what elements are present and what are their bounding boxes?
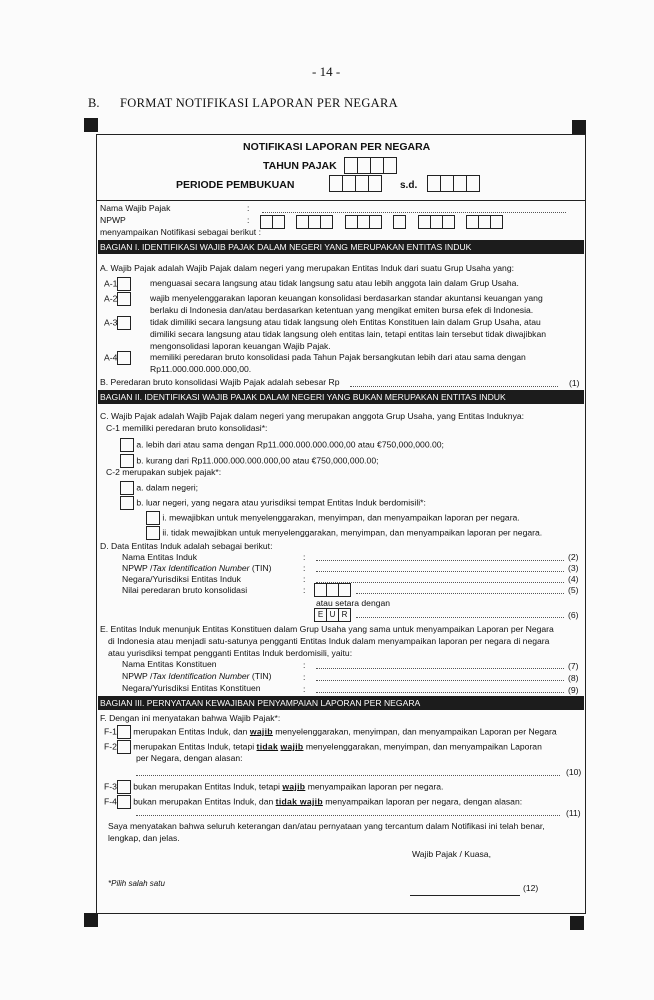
page-number: - 14 - bbox=[312, 64, 341, 79]
colon: : bbox=[303, 672, 306, 682]
tin-entitas-induk-field[interactable] bbox=[316, 571, 564, 572]
label-part: NPWP / bbox=[122, 671, 153, 681]
negara-entitas-induk-field[interactable] bbox=[316, 582, 564, 583]
checkbox[interactable] bbox=[120, 454, 134, 468]
item-text: tidak dimiliki secara langsung atau tidak langsung oleh Entitas Konstituen lain dalam Grup Usaha, atau bbox=[150, 317, 541, 327]
item-text: Rp11.000.000.000.000,00. bbox=[150, 364, 252, 374]
item-text: menyampaikan laporan per negara. bbox=[305, 781, 444, 792]
emphasis: wajib bbox=[249, 726, 273, 737]
item-text: berlaku di Indonesia dan/atau berdasarkan ketentuan yang mengikat emiten bursa efek di Indonesia. bbox=[150, 305, 534, 315]
checkbox-f2[interactable] bbox=[117, 740, 131, 754]
emphasis: wajib bbox=[280, 741, 304, 752]
item-text: menguasai secara langsung atau tidak langsung satu atau lebih anggota lain dalam Grup Usaha. bbox=[150, 278, 519, 288]
option-text: b. kurang dari Rp11.000.000.000.000,00 atau €750,000,000.00; bbox=[136, 455, 379, 466]
nilai-peredaran-field[interactable] bbox=[356, 593, 564, 594]
checkbox[interactable] bbox=[120, 496, 134, 510]
item-text: wajib menyelenggarakan laporan keuangan konsolidasi berdasarkan standar akuntansi keuangan yang bbox=[150, 293, 543, 303]
field-number: (2) bbox=[568, 552, 579, 562]
registration-mark bbox=[570, 916, 584, 930]
checkbox-a4[interactable] bbox=[117, 351, 131, 365]
item-text: bukan merupakan Entitas Induk, dan bbox=[133, 796, 276, 807]
periode-end-input[interactable] bbox=[428, 175, 480, 192]
option-c2bi[interactable] bbox=[146, 511, 520, 525]
registration-mark bbox=[84, 913, 98, 927]
field-label bbox=[122, 671, 272, 681]
e-text: di Indonesia atau menjadi satu-satunya pengganti Entitas Induk dalam menyampaikan laporan per negara di negara bbox=[108, 636, 550, 646]
checkbox[interactable] bbox=[146, 526, 160, 540]
option-c2bii[interactable] bbox=[146, 526, 542, 540]
label-part: Tax Identification Number bbox=[152, 671, 250, 681]
colon: : bbox=[247, 203, 250, 213]
field-number: (5) bbox=[568, 585, 579, 595]
field-numbers bbox=[568, 552, 579, 596]
d-intro: D. Data Entitas Induk adalah sebagai berikut: bbox=[100, 541, 273, 551]
item-text: bukan merupakan Entitas Induk, tetapi bbox=[133, 781, 283, 792]
tahun-pajak-input[interactable] bbox=[345, 157, 397, 174]
bagian-3-header: BAGIAN III. PERNYATAAN KEWAJIBAN PENYAMPAIAN LAPORAN PER NEGARA bbox=[98, 696, 584, 710]
item-f1 bbox=[104, 725, 557, 739]
option-text: ii. tidak mewajibkan untuk menyelenggarakan, menyimpan, dan menyampaikan laporan per negara. bbox=[162, 527, 543, 538]
colon: : bbox=[247, 215, 250, 225]
item-a1 bbox=[104, 277, 131, 291]
field-label: Nilai peredaran bruto konsolidasi bbox=[122, 585, 248, 595]
colon: : bbox=[303, 552, 306, 562]
atau-setara-label: atau setara dengan bbox=[316, 598, 391, 608]
c-intro: C. Wajib Pajak adalah Wajib Pajak dalam negeri yang merupakan anggota Grup Usaha, yang Entitas Induknya: bbox=[100, 411, 525, 421]
currency-letter: U bbox=[326, 608, 339, 622]
sd-label: s.d. bbox=[400, 180, 418, 191]
menyampaikan-text: menyampaikan Notifikasi sebagai berikut : bbox=[100, 227, 261, 237]
colons bbox=[303, 552, 305, 596]
npwp-input[interactable] bbox=[261, 215, 503, 229]
npwp-label: NPWP bbox=[100, 215, 126, 225]
field-number: (11) bbox=[566, 808, 581, 818]
item-text: merupakan Entitas Induk, tetapi bbox=[133, 741, 257, 752]
c2-label: C-2 merupakan subjek pajak*: bbox=[106, 467, 222, 477]
item-text: per Negara, dengan alasan: bbox=[136, 753, 243, 763]
item-code: F-4 bbox=[104, 796, 117, 807]
checkbox[interactable] bbox=[146, 511, 160, 525]
field-number: (12) bbox=[523, 883, 539, 893]
checkbox-a3[interactable] bbox=[117, 316, 131, 330]
alasan-f4-field[interactable] bbox=[136, 815, 560, 816]
currency-letter: R bbox=[338, 608, 351, 622]
f-intro: F. Dengan ini menyatakan bahwa Wajib Pajak*: bbox=[100, 713, 281, 723]
bagian-2-header: BAGIAN II. IDENTIFIKASI WAJIB PAJAK DALAM NEGERI YANG BUKAN MERUPAKAN ENTITAS INDUK bbox=[98, 390, 584, 404]
field-number: (4) bbox=[568, 574, 579, 584]
item-text: merupakan Entitas Induk, dan bbox=[133, 726, 250, 737]
field-label bbox=[122, 563, 272, 573]
checkbox[interactable] bbox=[120, 438, 134, 452]
checkbox-f4[interactable] bbox=[117, 795, 131, 809]
field-number: (9) bbox=[568, 685, 579, 695]
item-code: F-3 bbox=[104, 781, 117, 792]
e-text: atau yurisdiksi tempat pengganti Entitas Induk berdomisili, yaitu: bbox=[108, 648, 353, 658]
checkbox-a2[interactable] bbox=[117, 292, 131, 306]
item-text: mengonsolidasi laporan keuangan Wajib Pajak. bbox=[150, 341, 331, 351]
item-a3 bbox=[104, 316, 131, 330]
label-part: (TIN) bbox=[249, 671, 272, 681]
alasan-f2-field[interactable] bbox=[136, 775, 560, 776]
a-intro: A. Wajib Pajak adalah Wajib Pajak dalam negeri yang merupakan Entitas Induk dari suatu Grup Usaha yang: bbox=[100, 263, 515, 273]
option-c1b[interactable] bbox=[120, 454, 379, 468]
registration-mark bbox=[572, 120, 586, 134]
item-code: A-2 bbox=[104, 293, 118, 304]
tin-entitas-konstituen-field[interactable] bbox=[316, 680, 564, 681]
peredaran-bruto-field[interactable] bbox=[350, 386, 558, 387]
currency-letter: E bbox=[314, 608, 327, 622]
e-text: E. Entitas Induk menunjuk Entitas Konstituen dalam Grup Usaha yang sama untuk menyampaikan Laporan per Negara bbox=[100, 624, 554, 634]
field-label: Nama Entitas Induk bbox=[122, 552, 197, 562]
checkbox-f3[interactable] bbox=[117, 780, 131, 794]
colon: : bbox=[303, 563, 306, 573]
negara-entitas-konstituen-field[interactable] bbox=[316, 692, 564, 693]
item-f2 bbox=[104, 740, 542, 754]
option-text: a. dalam negeri; bbox=[136, 482, 199, 493]
item-text: menyelenggarakan, menyimpan, dan menyampaikan Laporan bbox=[303, 741, 542, 752]
nilai-eur-field[interactable] bbox=[356, 617, 564, 618]
section-letter: B. bbox=[88, 96, 100, 110]
field-numbers bbox=[568, 660, 579, 696]
tahun-pajak-label: TAHUN PAJAK bbox=[263, 160, 337, 172]
section-title: FORMAT NOTIFIKASI LAPORAN PER NEGARA bbox=[120, 96, 398, 110]
field-number: (7) bbox=[568, 661, 579, 671]
option-c1a[interactable] bbox=[120, 438, 444, 452]
field-number: (6) bbox=[568, 610, 579, 620]
footnote: *Pilih salah satu bbox=[108, 879, 165, 888]
signer-label: Wajib Pajak / Kuasa, bbox=[412, 849, 491, 859]
periode-start-input[interactable] bbox=[330, 175, 382, 192]
statement-text: Saya menyatakan bahwa seluruh keterangan dan/atau pernyataan yang tercantum dalam Notifikasi ini telah benar, bbox=[108, 821, 545, 831]
item-f4 bbox=[104, 795, 522, 809]
emphasis: tidak bbox=[256, 741, 279, 752]
item-text: dimiliki secara langsung atau tidak langsung oleh entitas lain, tetapi entitas lain tersebut tidak diwajibkan bbox=[150, 329, 547, 339]
label-part: NPWP / bbox=[122, 563, 153, 573]
form-title: NOTIFIKASI LAPORAN PER NEGARA bbox=[243, 141, 431, 153]
field-number: (1) bbox=[569, 378, 580, 388]
colon: : bbox=[303, 574, 306, 584]
registration-mark bbox=[84, 118, 98, 132]
option-c2b[interactable] bbox=[120, 496, 426, 510]
item-code: A-1 bbox=[104, 278, 118, 289]
c1-label: C-1 memiliki peredaran bruto konsolidasi*: bbox=[106, 423, 268, 433]
nama-wp-field[interactable] bbox=[262, 212, 566, 213]
option-c2a[interactable] bbox=[120, 481, 198, 495]
bagian-1-header: BAGIAN I. IDENTIFIKASI WAJIB PAJAK DALAM NEGERI YANG MERUPAKAN ENTITAS INDUK bbox=[98, 240, 584, 254]
item-a2 bbox=[104, 292, 131, 306]
option-text: a. lebih dari atau sama dengan Rp11.000.000.000.000,00 atau €750,000,000.00; bbox=[136, 439, 444, 450]
item-f3 bbox=[104, 780, 443, 794]
colon: : bbox=[303, 585, 306, 595]
emphasis: wajib bbox=[282, 781, 306, 792]
colon: : bbox=[303, 684, 306, 694]
eur-code bbox=[315, 608, 351, 622]
nama-entitas-konstituen-field[interactable] bbox=[316, 668, 564, 669]
item-code: F-1 bbox=[104, 726, 117, 737]
item-text: menyelenggarakan, menyimpan, dan menyampaikan Laporan per Negara bbox=[272, 726, 557, 737]
option-text: b. luar negeri, yang negara atau yurisdiksi tempat Entitas Induk berdomisili*: bbox=[136, 497, 426, 508]
colon: : bbox=[303, 660, 306, 670]
currency-code-input[interactable] bbox=[315, 583, 351, 597]
signature-line[interactable] bbox=[410, 895, 520, 896]
emphasis: tidak wajib bbox=[275, 796, 323, 807]
nama-entitas-induk-field[interactable] bbox=[316, 560, 564, 561]
field-number: (3) bbox=[568, 563, 579, 573]
statement-text: lengkap, dan jelas. bbox=[108, 833, 180, 843]
field-label: Negara/Yurisdiksi Entitas Konstituen bbox=[122, 683, 261, 693]
label-part: Tax Identification Number bbox=[152, 563, 250, 573]
item-text: memiliki peredaran bruto konsolidasi pada Tahun Pajak bersangkutan lebih dari atau sama dengan bbox=[150, 352, 526, 362]
label-part: (TIN) bbox=[249, 563, 272, 573]
item-code: A-4 bbox=[104, 352, 118, 363]
checkbox-f1[interactable] bbox=[117, 725, 131, 739]
nama-wp-label: Nama Wajib Pajak bbox=[100, 203, 171, 213]
colons bbox=[303, 659, 305, 695]
b-line: B. Peredaran bruto konsolidasi Wajib Pajak adalah sebesar Rp bbox=[100, 377, 340, 387]
item-code: A-3 bbox=[104, 317, 118, 328]
field-label: Negara/Yurisdiksi Entitas Induk bbox=[122, 574, 241, 584]
option-text: i. mewajibkan untuk menyelenggarakan, menyimpan, dan menyampaikan laporan per negara. bbox=[162, 512, 520, 523]
checkbox[interactable] bbox=[120, 481, 134, 495]
item-code: F-2 bbox=[104, 741, 117, 752]
item-text: menyampaikan laporan per negara, dengan alasan: bbox=[322, 796, 523, 807]
field-number: (8) bbox=[568, 673, 579, 683]
checkbox-a1[interactable] bbox=[117, 277, 131, 291]
field-label: Nama Entitas Konstituen bbox=[122, 659, 217, 669]
item-a4 bbox=[104, 351, 131, 365]
periode-label: PERIODE PEMBUKUAN bbox=[176, 179, 295, 191]
field-number: (10) bbox=[566, 767, 582, 777]
